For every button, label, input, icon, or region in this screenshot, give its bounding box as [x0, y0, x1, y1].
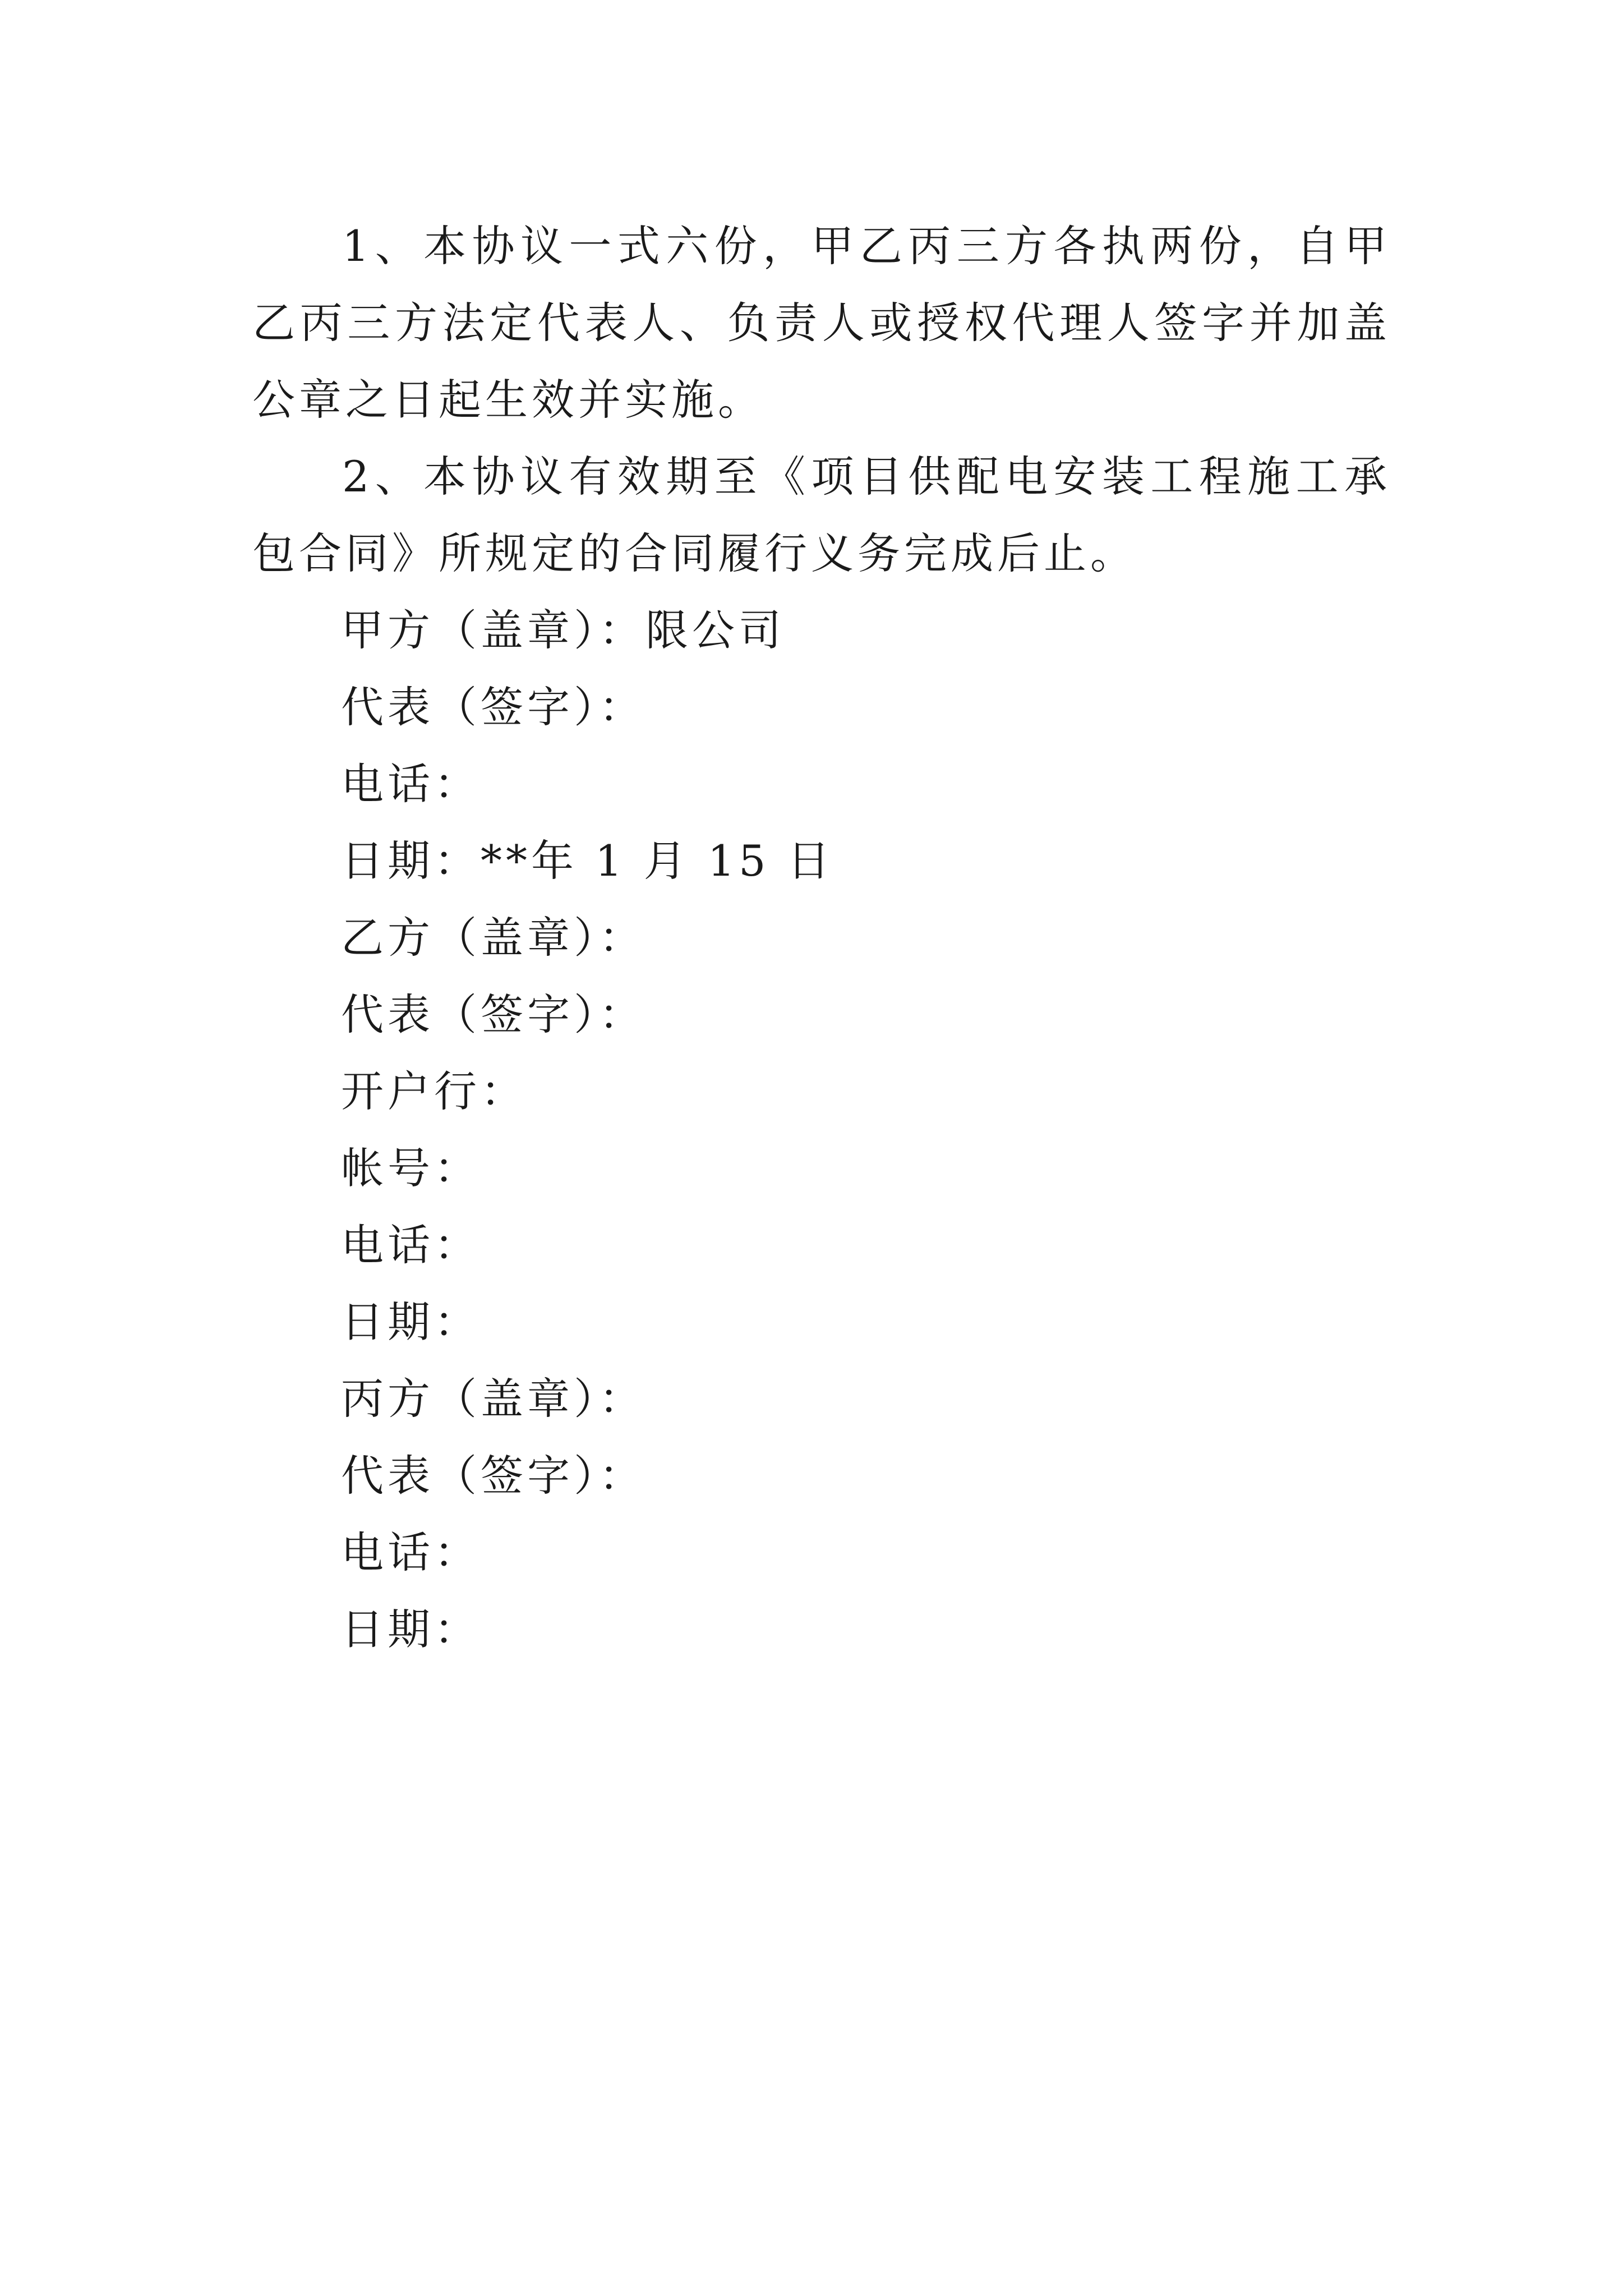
party-c-seal-line: 丙方（盖章）： [341, 1374, 645, 1424]
clause-2-paragraph: 2、本协议有效期至《项目供配电安装工程施工承包合同》所规定的合同履行义务完成后止。 [252, 452, 1391, 578]
clause-1-paragraph: 1、本协议一式六份，甲乙丙三方各执两份，自甲乙丙三方法定代表人、负责人或授权代理人签字并加盖公章之日起生效并实施。 [252, 221, 1391, 425]
party-c-representative-line: 代表（签字）： [341, 1451, 645, 1501]
party-b-seal-line: 乙方（盖章）： [341, 913, 645, 963]
party-c-date-line: 日期： [341, 1604, 481, 1654]
party-a-seal-line: 甲方（盖章）：限公司 [341, 605, 785, 655]
party-b-representative-line: 代表（签字）： [341, 990, 645, 1039]
party-a-representative-line: 代表（签字）： [341, 682, 645, 732]
party-b-account-line: 帐号： [341, 1143, 481, 1193]
party-b-phone-line: 电话： [341, 1220, 481, 1270]
party-b-bank-line: 开户行： [341, 1066, 527, 1116]
party-c-phone-line: 电话： [341, 1527, 481, 1577]
party-a-date-line: 日期：**年 1 月 15 日 [341, 836, 834, 886]
party-a-phone-line: 电话： [341, 759, 481, 809]
party-b-date-line: 日期： [341, 1297, 481, 1347]
